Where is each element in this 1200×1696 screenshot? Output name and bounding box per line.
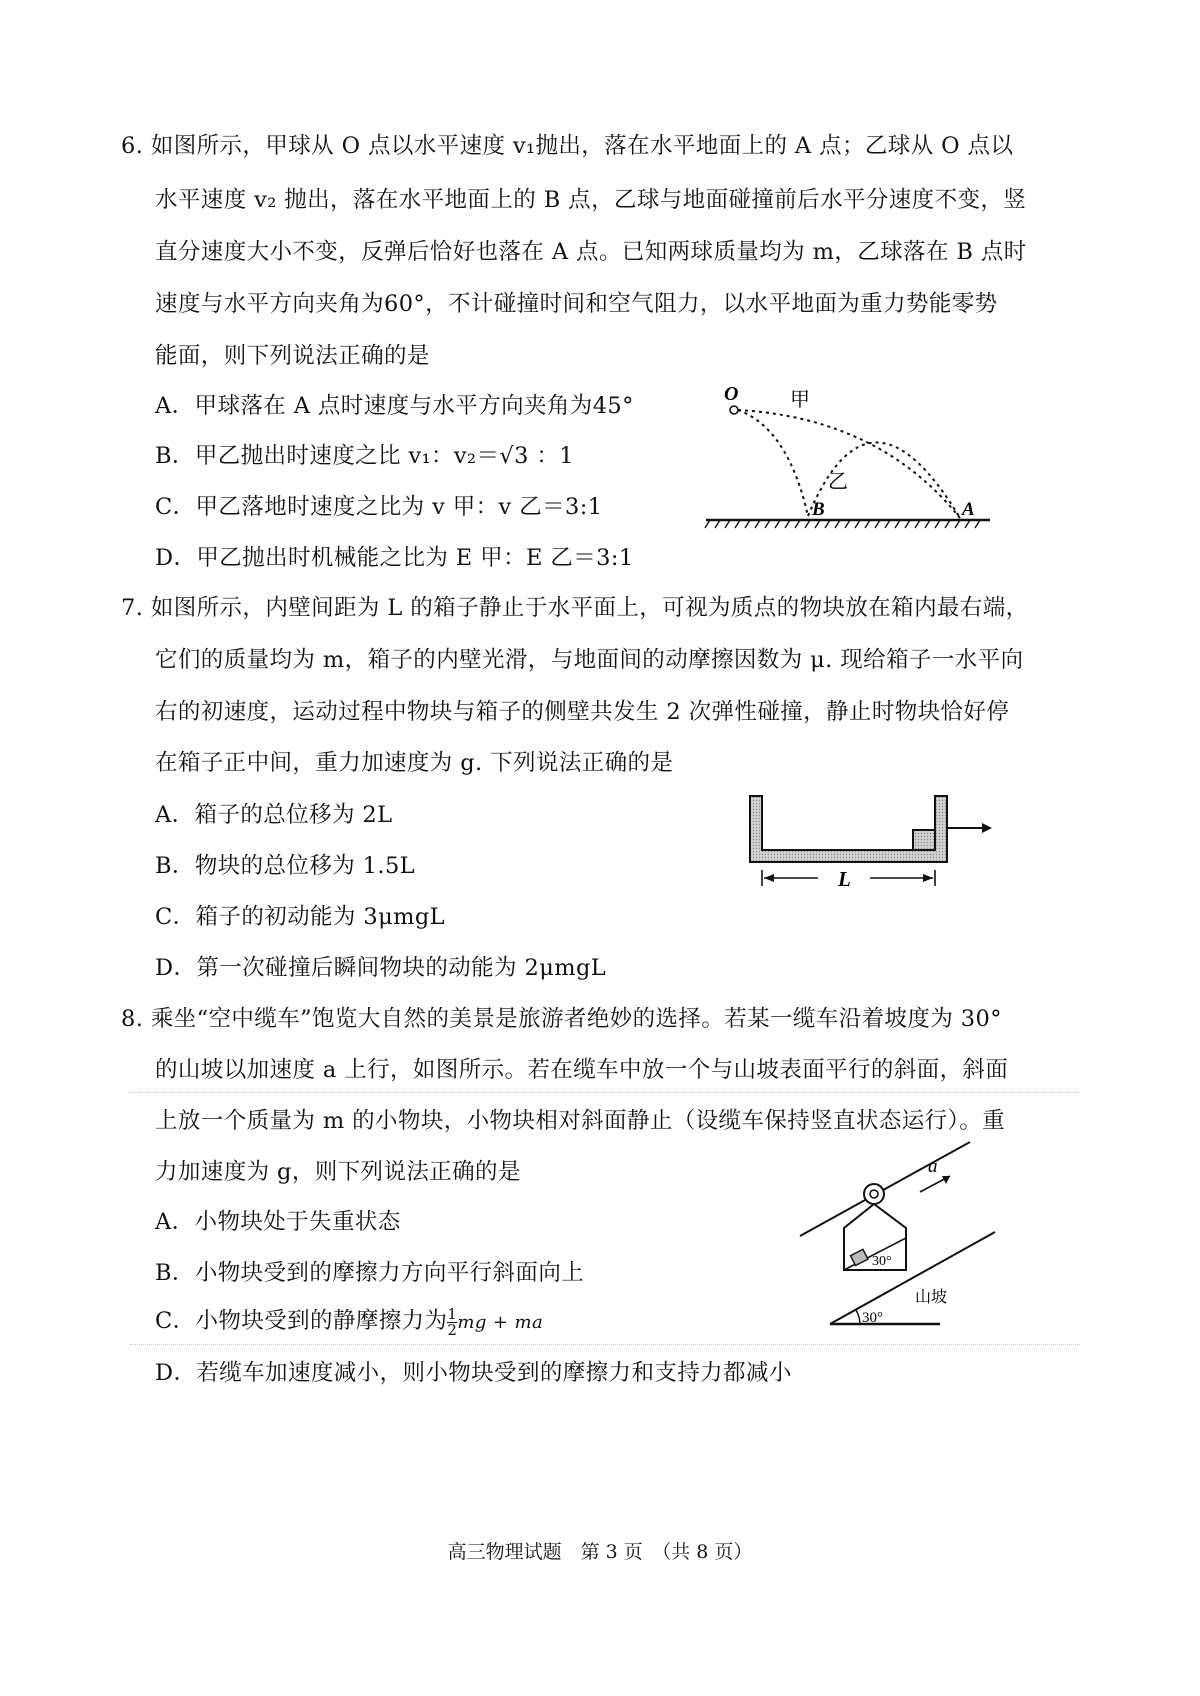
q7-line-4: 在箱子正中间，重力加速度为 g. 下列说法正确的是	[155, 750, 674, 776]
q8-slope-label: 山坡	[915, 1287, 948, 1306]
q8-option-d: D．若缆车加速度减小，则小物块受到的摩擦力和支持力都减小	[155, 1360, 792, 1386]
q7-line-1: 7. 如图所示，内壁间距为 L 的箱子静止于水平面上，可视为质点的物块放在箱内最右端，	[121, 595, 1029, 621]
q8-line-1: 8. 乘坐“空中缆车”饱览大自然的美景是旅游者绝妙的选择。若某一缆车沿着坡度为 30°	[121, 1006, 1002, 1032]
q8-line-4: 力加速度为 g，则下列说法正确的是	[155, 1159, 521, 1185]
q8-cable-car-figure	[790, 1140, 1005, 1340]
q6-option-a: A．甲球落在 A 点时速度与水平方向夹角为45°	[155, 393, 634, 419]
q7-option-a: A．箱子的总位移为 2L	[155, 802, 393, 828]
q6-label-a: A	[962, 499, 975, 520]
q7-box-figure	[740, 790, 1000, 900]
q8-line-3: 上放一个质量为 m 的小物块，小物块相对斜面静止（设缆车保持竖直状态运行）。重	[155, 1108, 1005, 1134]
q7-option-c: C．箱子的初动能为 3μmgL	[155, 904, 445, 930]
q8-option-c	[155, 1305, 543, 1339]
q6-label-jia: 甲	[790, 387, 810, 411]
q8-option-c-text: C．小物块受到的静摩擦力为	[155, 1308, 448, 1334]
q7-option-d: D．第一次碰撞后瞬间物块的动能为 2μmgL	[155, 955, 607, 981]
q6-option-c: C．甲乙落地时速度之比为 v 甲：v 乙＝3:1	[155, 494, 603, 520]
page-footer: 高三物理试题 第 3 页 （共 8 页）	[447, 1541, 753, 1563]
q6-label-b: B	[812, 499, 825, 520]
q8-option-c-formula: mg + ma	[457, 1312, 544, 1333]
q7-label-l: L	[838, 867, 851, 891]
fraction-one-half	[447, 1304, 458, 1339]
q6-option-b: B．甲乙抛出时速度之比 v₁：v₂＝√3 ：1	[155, 443, 574, 469]
fraction-numerator: 1	[447, 1304, 458, 1323]
q6-projectile-figure	[700, 378, 1000, 533]
q8-angle-inner: 30°	[872, 1254, 892, 1269]
q6-line-5: 能面，则下列说法正确的是	[155, 343, 430, 369]
q6-option-d: D．甲乙抛出时机械能之比为 E 甲：E 乙＝3:1	[155, 545, 634, 571]
q6-line-2: 水平速度 v₂ 抛出，落在水平地面上的 B 点，乙球与地面碰撞前后水平分速度不变，竖	[155, 187, 1027, 213]
q8-line-2: 的山坡以加速度 a 上行，如图所示。若在缆车中放一个与山坡表面平行的斜面，斜面	[155, 1057, 1009, 1083]
q7-option-b: B．物块的总位移为 1.5L	[155, 853, 416, 879]
q8-option-b: B．小物块受到的摩擦力方向平行斜面向上	[155, 1260, 585, 1286]
q8-angle-outer: 30°	[862, 1310, 883, 1326]
q8-option-a: A．小物块处于失重状态	[155, 1209, 401, 1235]
fraction-denominator: 2	[447, 1320, 458, 1339]
q8-label-a: a	[928, 1156, 938, 1177]
dotted-separator-top	[130, 1092, 1080, 1093]
q6-line-4: 速度与水平方向夹角为60°，不计碰撞时间和空气阻力，以水平地面为重力势能零势	[155, 291, 998, 317]
q6-line-1: 6. 如图所示，甲球从 O 点以水平速度 v₁抛出，落在水平地面上的 A 点；乙球从 O 点以	[121, 133, 1014, 159]
q7-line-3: 右的初速度，运动过程中物块与箱子的侧壁共发生 2 次弹性碰撞，静止时物块恰好停	[155, 699, 1010, 725]
q6-label-o: O	[724, 383, 739, 405]
q7-line-2: 它们的质量均为 m，箱子的内壁光滑，与地面间的动摩擦因数为 μ. 现给箱子一水平向	[155, 647, 1024, 673]
q6-label-yi: 乙	[828, 469, 848, 493]
dotted-separator-bottom	[130, 1344, 1080, 1345]
q6-line-3: 直分速度大小不变，反弹后恰好也落在 A 点。已知两球质量均为 m，乙球落在 B 点时	[155, 239, 1027, 265]
